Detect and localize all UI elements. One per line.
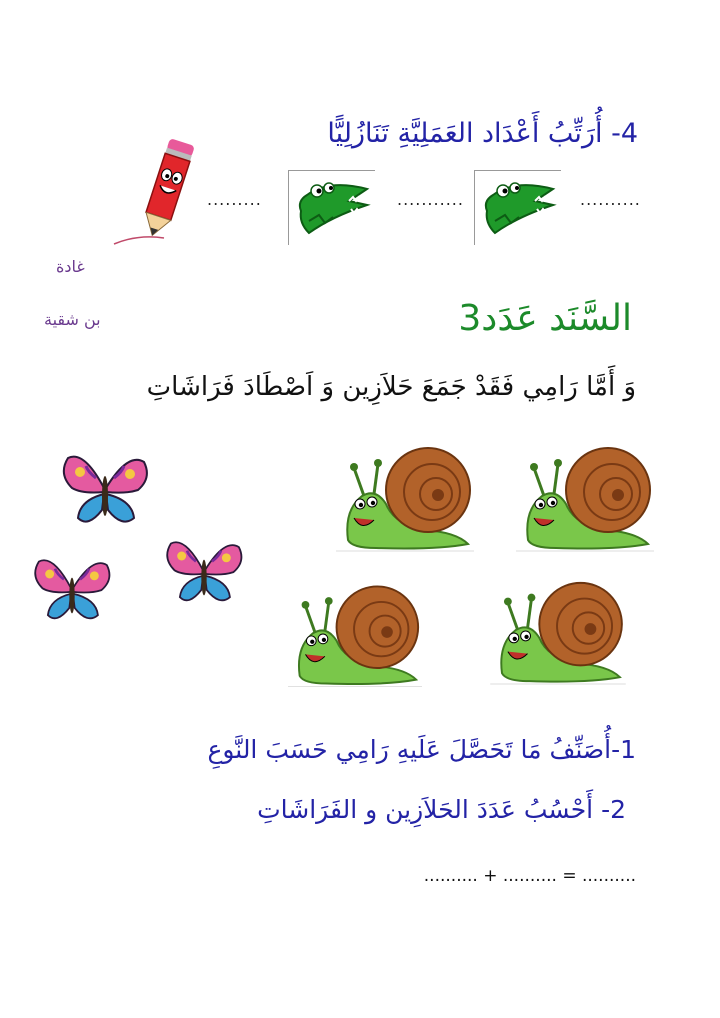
crocodile-symbol-right bbox=[474, 170, 561, 245]
butterfly-1 bbox=[58, 448, 152, 534]
answer-equation: .......... + .......... = .......... bbox=[423, 866, 636, 886]
butterfly-icon bbox=[30, 552, 114, 630]
blank-right: .......... bbox=[580, 190, 641, 209]
butterfly-icon bbox=[162, 534, 246, 612]
crocodile-icon bbox=[475, 171, 561, 245]
snail-4 bbox=[490, 575, 626, 687]
snail-icon bbox=[516, 440, 654, 554]
sanad-story: وَ أَمَّا رَامِي فَقَدْ جَمَعَ حَلاَزِين وَ اَصْطَادَ فَرَاشَاتِ bbox=[146, 372, 636, 402]
snail-icon bbox=[336, 440, 474, 554]
butterfly-3 bbox=[30, 552, 114, 630]
butterfly-2 bbox=[162, 534, 246, 612]
pencil-mascot-icon bbox=[108, 130, 198, 250]
snail-icon bbox=[288, 578, 422, 690]
snail-2 bbox=[516, 440, 654, 554]
author-first-name: غادة bbox=[56, 257, 85, 276]
pencil-mascot bbox=[108, 130, 198, 250]
author-last-name: بن شقية bbox=[44, 310, 101, 329]
snail-3 bbox=[288, 578, 422, 690]
blank-middle: ........... bbox=[397, 190, 464, 209]
exercise-4-title: 4- أُرَتِّبُ أَعْدَاد العَمَلِيَّةِ تَنَازُلِيًّا bbox=[327, 118, 638, 149]
blank-left: ......... bbox=[207, 190, 262, 209]
snail-1 bbox=[336, 440, 474, 554]
snail-icon bbox=[490, 575, 626, 687]
sanad-title: السَّنَد عَدَد3 bbox=[458, 298, 632, 339]
butterfly-icon bbox=[58, 448, 152, 534]
crocodile-symbol-left bbox=[288, 170, 375, 245]
crocodile-icon bbox=[289, 171, 375, 245]
question-2: 2- أَحْسُبُ عَدَدَ الحَلاَزِين و الفَرَاشَاتِ bbox=[257, 795, 626, 824]
question-1: 1-أُصَنِّفُ مَا تَحَصَّلَ عَلَيهِ رَامِي حَسَبَ النَّوعِ bbox=[207, 735, 636, 764]
